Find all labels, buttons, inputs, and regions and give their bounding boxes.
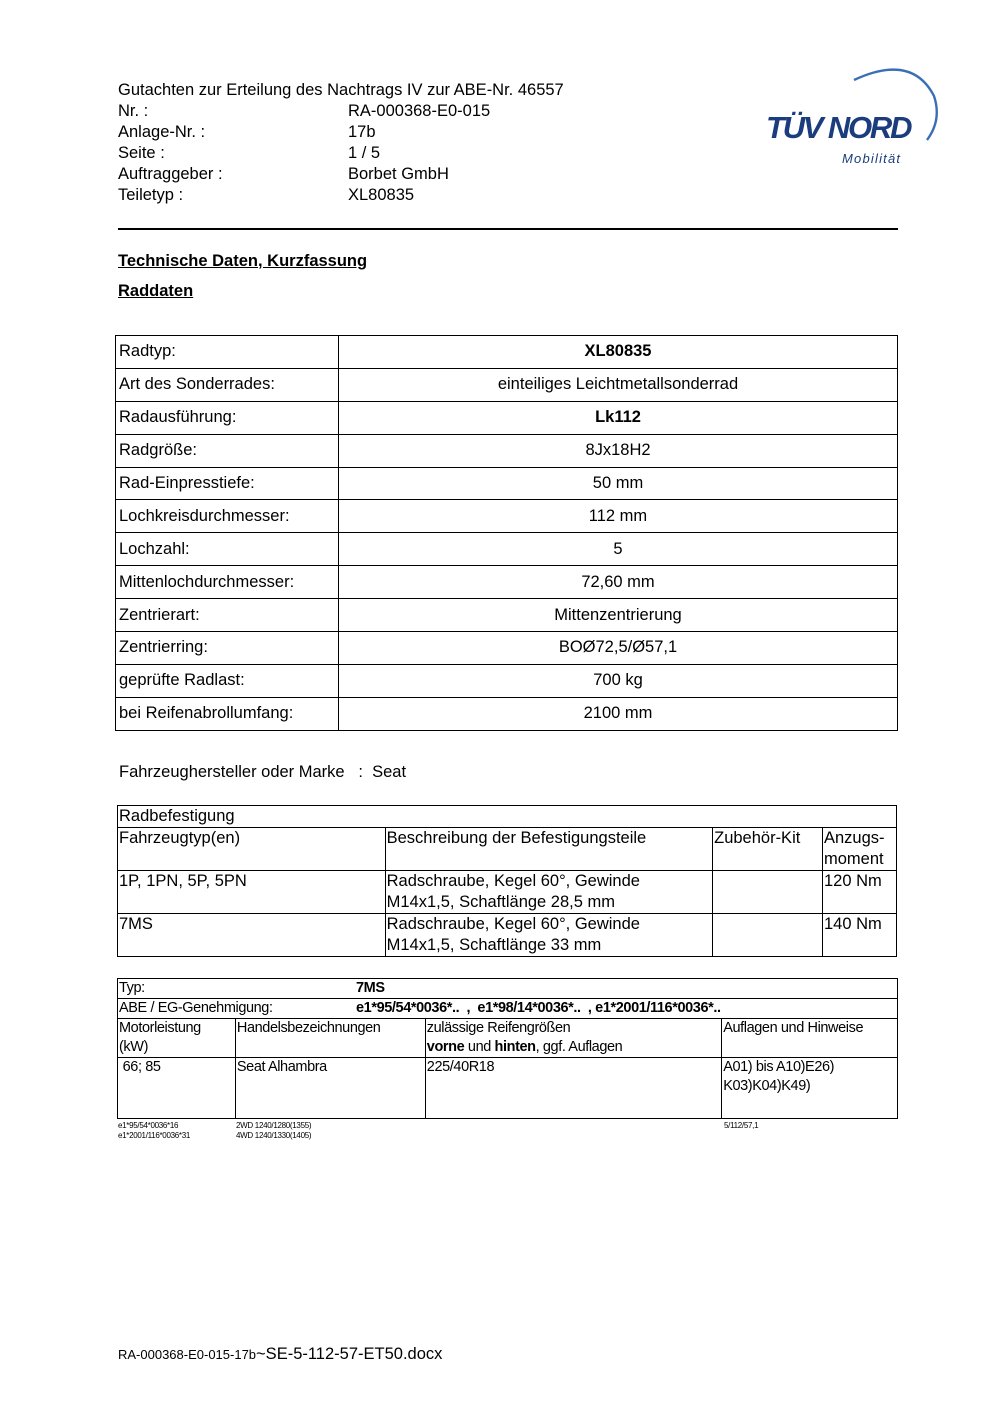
vehicle-types: 7MS	[118, 914, 386, 957]
raddaten-label: Radausführung:	[116, 401, 339, 434]
raddaten-value: Mittenzentrierung	[339, 599, 898, 632]
small-note-drive	[236, 1121, 311, 1141]
header-label: Nr. :	[118, 102, 149, 120]
header-bold-hinten: hinten	[494, 1039, 536, 1055]
raddaten-label: geprüfte Radlast:	[116, 664, 339, 697]
brand-label: Fahrzeughersteller oder Marke	[119, 763, 345, 781]
requirements-line: A01) bis A10)E26)	[723, 1059, 835, 1075]
header-value: Borbet GmbH	[348, 165, 449, 183]
table-row	[118, 999, 898, 1019]
footer-prefix: RA-000368-E0-015-17b	[118, 1347, 257, 1362]
description-line: Radschraube, Kegel 60°, Gewinde	[386, 915, 640, 933]
accessory-kit	[713, 914, 823, 957]
engine-power: 66; 85	[118, 1058, 236, 1119]
small-note-approvals	[118, 1121, 190, 1141]
raddaten-value: XL80835	[339, 336, 898, 369]
abe-cell	[118, 999, 898, 1019]
section-heading-technical: Technische Daten, Kurzfassung	[118, 252, 368, 270]
raddaten-value: 700 kg	[339, 664, 898, 697]
raddaten-value: 50 mm	[339, 467, 898, 500]
trade-name: Seat Alhambra	[235, 1058, 425, 1119]
description-line: Radschraube, Kegel 60°, Gewinde	[386, 872, 640, 890]
raddaten-value: 8Jx18H2	[339, 434, 898, 467]
header-value: RA-000368-E0-015	[348, 102, 491, 120]
header-value: 17b	[348, 123, 376, 141]
raddaten-label: Zentrierring:	[116, 632, 339, 665]
raddaten-value: 72,60 mm	[339, 566, 898, 599]
footer-suffix: ~SE-5-112-57-ET50.docx	[256, 1345, 443, 1363]
raddaten-value: 5	[339, 533, 898, 566]
table-row	[116, 401, 898, 434]
table-row	[116, 632, 898, 665]
table-row	[116, 533, 898, 566]
table-row	[116, 368, 898, 401]
table-row	[118, 871, 897, 914]
document-title: Gutachten zur Erteilung des Nachtrags IV zur ABE-Nr. 46557	[118, 81, 564, 99]
abe-label: ABE / EG-Genehmigung:	[119, 1000, 273, 1016]
abe-value: e1*95/54*0036*.. , e1*98/14*0036*.. , e1*2001/116*0036*..	[356, 1000, 721, 1016]
header-value: 1 / 5	[348, 144, 381, 162]
raddaten-label: Radgröße:	[116, 434, 339, 467]
column-header	[118, 1019, 236, 1058]
small-note-line: e1*95/54*0036*16	[118, 1121, 179, 1130]
header-row-nr	[118, 101, 564, 122]
vehicle-types: 1P, 1PN, 5P, 5PN	[118, 871, 386, 914]
header-row-seite	[118, 143, 564, 164]
table-row	[118, 914, 897, 957]
table-row	[118, 1058, 898, 1119]
header-bold-vorne: vorne	[426, 1039, 465, 1055]
typ-label: Typ:	[119, 980, 145, 996]
header-row-auftraggeber	[118, 164, 564, 185]
table-row	[116, 336, 898, 369]
table-row	[116, 500, 898, 533]
footer-filename	[118, 1345, 442, 1364]
raddaten-label: Radtyp:	[116, 336, 339, 369]
requirements	[722, 1058, 898, 1119]
small-note-line: e1*2001/116*0036*31	[118, 1131, 191, 1140]
typ-value: 7MS	[356, 980, 385, 996]
small-note-pattern: 5/112/57,1	[724, 1121, 759, 1130]
header-divider	[118, 228, 898, 230]
raddaten-value: einteiliges Leichtmetallsonderrad	[339, 368, 898, 401]
fastener-description	[385, 914, 712, 957]
column-header	[425, 1019, 721, 1058]
raddaten-value: Lk112	[339, 401, 898, 434]
vehicle-type-table	[117, 978, 898, 1119]
header-connector: und	[464, 1039, 495, 1055]
raddaten-value: BOØ72,5/Ø57,1	[339, 632, 898, 665]
table-row	[116, 599, 898, 632]
description-line: M14x1,5, Schaftlänge 28,5 mm	[386, 893, 615, 911]
tightening-torque: 140 Nm	[823, 914, 897, 957]
accessory-kit	[713, 871, 823, 914]
header-row-teiletyp	[118, 185, 564, 206]
header-line: Motorleistung	[119, 1020, 201, 1036]
logo-brand: TÜV NORD	[766, 110, 911, 145]
column-header: Handelsbezeichnungen	[235, 1019, 425, 1058]
column-header	[823, 828, 897, 871]
column-header: Fahrzeugtyp(en)	[118, 828, 386, 871]
table-row	[116, 697, 898, 730]
table-header-row	[118, 1019, 898, 1058]
description-line: M14x1,5, Schaftlänge 33 mm	[386, 936, 602, 954]
tightening-torque: 120 Nm	[823, 871, 897, 914]
section-heading-raddaten: Raddaten	[118, 282, 194, 300]
brand-value: : Seat	[358, 763, 407, 781]
fastener-description	[385, 871, 712, 914]
raddaten-value: 112 mm	[339, 500, 898, 533]
raddaten-label: Art des Sonderrades:	[116, 368, 339, 401]
header-row-anlage	[118, 122, 564, 143]
header-label: Anlage-Nr. :	[118, 123, 206, 141]
header-rest: , ggf. Auflagen	[535, 1039, 623, 1055]
typ-cell	[118, 979, 898, 999]
column-header: Zubehör-Kit	[713, 828, 823, 871]
small-note-line: 4WD 1240/1330(1405)	[236, 1131, 312, 1140]
column-header: Beschreibung der Befestigungsteile	[385, 828, 712, 871]
column-header: Auflagen und Hinweise	[722, 1019, 898, 1058]
requirements-line: K03)K04)K49)	[723, 1078, 811, 1094]
raddaten-label: Lochzahl:	[116, 533, 339, 566]
raddaten-table	[115, 335, 898, 731]
header-label: Teiletyp :	[118, 186, 184, 204]
table-row	[118, 979, 898, 999]
raddaten-label: Zentrierart:	[116, 599, 339, 632]
logo-subtitle: Mobilität	[842, 151, 902, 166]
raddaten-value: 2100 mm	[339, 697, 898, 730]
table-row	[118, 806, 897, 828]
header-line: (kW)	[119, 1039, 148, 1055]
column-header-line: Anzugs-	[824, 829, 885, 847]
raddaten-label: Lochkreisdurchmesser:	[116, 500, 339, 533]
table-row	[116, 467, 898, 500]
befestigung-title: Radbefestigung	[118, 806, 897, 828]
raddaten-label: Rad-Einpresstiefe:	[116, 467, 339, 500]
header-label: Auftraggeber :	[118, 165, 223, 183]
header-value: XL80835	[348, 186, 415, 204]
vehicle-brand-line	[119, 763, 406, 782]
table-header-row	[118, 828, 897, 871]
small-note-line: 2WD 1240/1280(1355)	[236, 1121, 312, 1130]
table-row	[116, 566, 898, 599]
header-label: Seite :	[118, 144, 165, 162]
document-header	[118, 80, 564, 206]
raddaten-label: Mittenlochdurchmesser:	[116, 566, 339, 599]
tire-size: 225/40R18	[425, 1058, 721, 1119]
header-line	[427, 1038, 720, 1057]
header-line: zulässige Reifengrößen	[426, 1020, 571, 1036]
raddaten-label: bei Reifenabrollumfang:	[116, 697, 339, 730]
tuv-nord-logo	[762, 58, 942, 173]
column-header-line: moment	[824, 850, 884, 868]
table-row	[116, 664, 898, 697]
radbefestigung-table	[117, 805, 897, 957]
table-row	[116, 434, 898, 467]
